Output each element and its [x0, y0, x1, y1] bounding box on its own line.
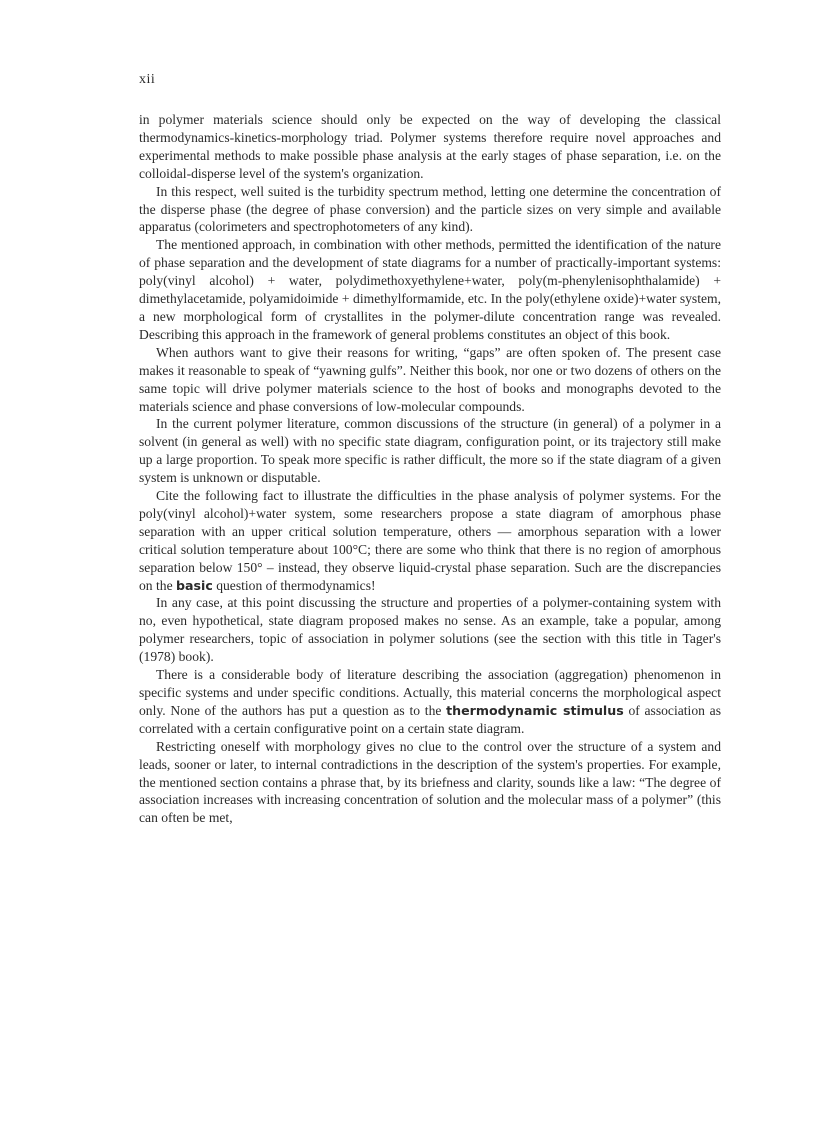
paragraph: In any case, at this point discussing the structure and properties of a polymer-containing system with no, even hypothetical, state diagram proposed makes no sense. As an example, take a popular, among polymer researchers, topic of association in polymer solutions (see the section with this title in Tager's (1978) book).	[139, 595, 721, 665]
paragraph: in polymer materials science should only be expected on the way of developing the classical thermodynamics-kinetics-morphology triad. Polymer systems therefore require novel approaches and experimental methods to make possible phase analysis at the early stages of phase separation, i.e. on the colloidal-disperse level of the system's organization.	[139, 112, 721, 181]
paragraph: Restricting oneself with morphology gives no clue to the control over the structure of a system and leads, sooner or later, to internal contradictions in the description of the system's properties. For example, the mentioned section contains a phrase that, by its briefness and clarity, sounds like a law: “The degree of association increases with increasing concentration of solution and the molecular mass of a polymer” (this can often be met,	[139, 738, 721, 826]
paragraph: When authors want to give their reasons for writing, “gaps” are often spoken of. The present case makes it reasonable to speak of “yawning gulfs”. Neither this book, nor one or two dozens of others on the same topic will drive polymer materials science to the host of books and monographs devoted to the materials science and phase conversions of low-molecular compounds.	[139, 344, 721, 414]
paragraph: In this respect, well suited is the turbidity spectrum method, letting one determine the concentration of the disperse phase (the degree of phase conversion) and the particle sizes on very simple and available apparatus (colorimeters and spectrophotometers of any kind).	[139, 183, 721, 235]
bold-term: thermodynamic stimulus	[446, 702, 624, 718]
page-number: xii	[139, 72, 156, 87]
paragraph-text: Cite the following fact to illustrate the difficulties in the phase analysis of polymer systems. For the poly(vinyl alcohol)+water system, some researchers propose a state diagram of amorphous phase separation with an upper critical solution temperature, others — amorphous separation with a lower critical solution temperature about 100°C; there are some who think that there is no region of amorphous separation below 150° – instead, they observe liquid-crystal phase separation. Such are the discrepancies on the	[139, 488, 721, 593]
body-text	[139, 111, 721, 827]
paragraph-text: of association as correlated with a certain configurative point on a certain state diagram.	[139, 702, 721, 736]
paragraph: The mentioned approach, in combination with other methods, permitted the identification of the nature of phase separation and the development of state diagrams for a number of practically-important systems: poly(vinyl alcohol) + water, polydimethoxyethylene+water, poly(m-phenylenisophthalamide) + dimethylacetamide, polyamidoimide + dimethylformamide, etc. In the poly(ethylene oxide)+water system, a new morphological form of crystallites in the polymer-dilute concentration range was revealed. Describing this approach in the framework of general problems constitutes an object of this book.	[139, 237, 721, 342]
paragraph: In the current polymer literature, common discussions of the structure (in general) of a polymer in a solvent (in general as well) with no specific state diagram, configuration point, or its trajectory still make up a large proportion. To speak more specific is rather difficult, the more so if the state diagram of a given system is unknown or disputable.	[139, 416, 721, 486]
paragraph	[139, 666, 721, 738]
paragraph	[139, 487, 721, 594]
paragraph-text: question of thermodynamics!	[212, 577, 376, 593]
bold-term: basic	[176, 577, 213, 593]
paragraph-text: There is a considerable body of literature describing the association (aggregation) phenomenon in specific systems and under specific conditions. Actually, this material concerns the morphological aspect only. None of the authors has put a question as to the	[139, 667, 721, 718]
